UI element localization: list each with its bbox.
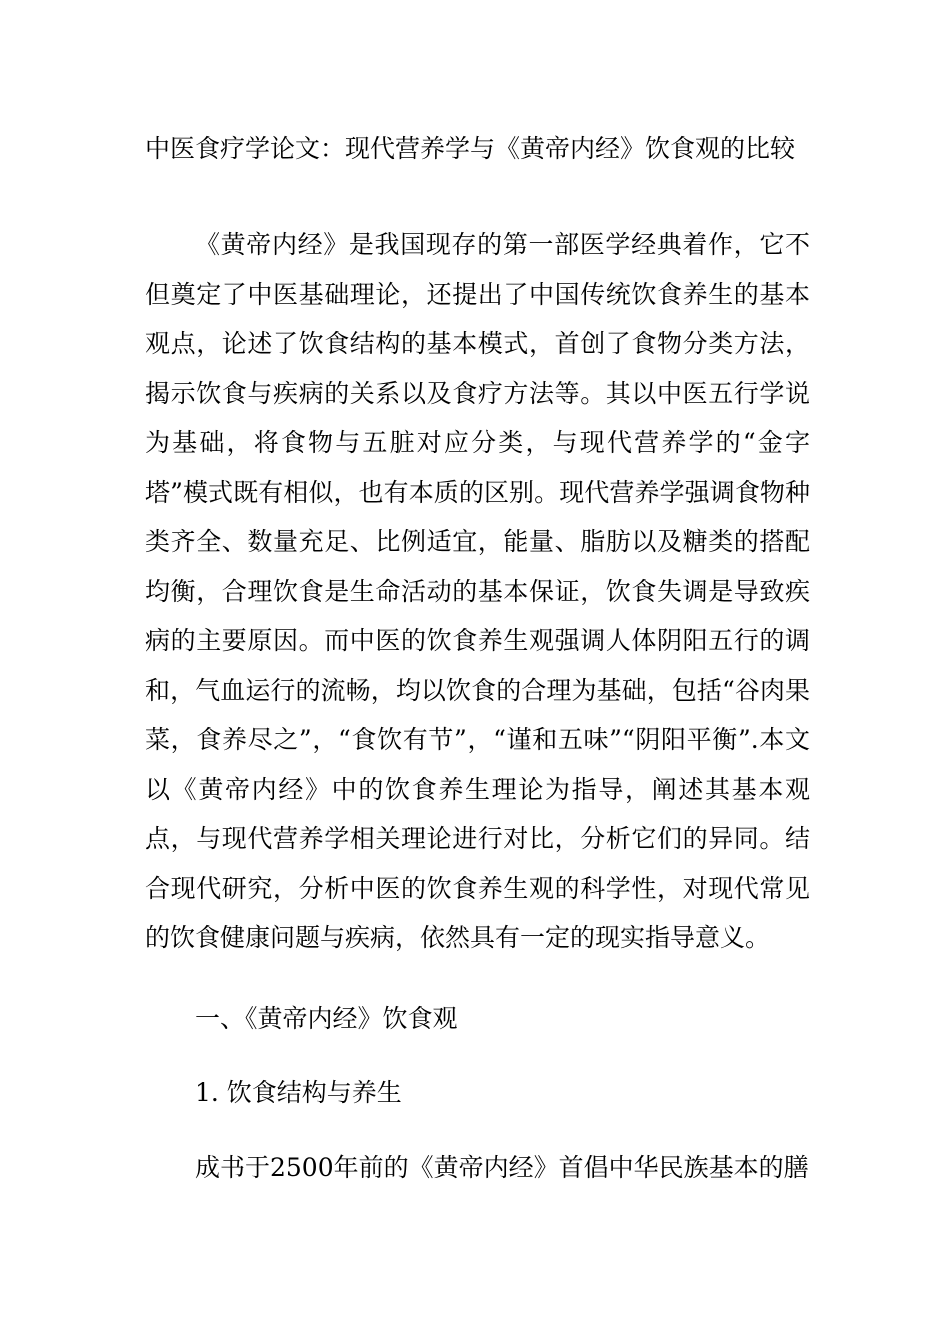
subsection-heading: 1. 饮食结构与养生 <box>195 1078 402 1107</box>
document-content <box>145 126 810 1192</box>
document-title: 中医食疗学论文：现代营养学与《黄帝内经》饮食观的比较 <box>145 134 796 163</box>
body-paragraph: 成书于2500年前的《黄帝内经》首倡中华民族基本的膳 <box>195 1152 809 1182</box>
section-heading: 一、《黄帝内经》饮食观 <box>195 1003 458 1033</box>
intro-paragraph: 《黄帝内经》是我国现存的第一部医学经典着作，它不但奠定了中医基础理论，还提出了中国传统饮食养生的基本观点，论述了饮食结构的基本模式，首创了食物分类方法，揭示饮食与疾病的关系以及食疗方法等。其以中医五行学说为基础，将食物与五脏对应分类，与现代营养学的“金字塔”模式既有相似，也有本质的区别。现代营养学强调食物种类齐全、数量充足、比例适宜，能量、脂肪以及糖类的搭配均衡，合理饮食是生命活动的基本保证，饮食失调是导致疾病的主要原因。而中医的饮食养生观强调人体阴阳五行的调和，气血运行的流畅，均以饮食的合理为基础，包括“谷肉果菜，食养尽之”，“食饮有节”，“谨和五味”“阴阳平衡”.本文以《黄帝内经》中的饮食养生理论为指导，阐述其基本观点，与现代营养学相关理论进行对比，分析它们的异同。结合现代研究，分析中医的饮食养生观的科学性，对现代常见的饮食健康问题与疾病，依然具有一定的现实指导意义。 <box>145 230 810 952</box>
